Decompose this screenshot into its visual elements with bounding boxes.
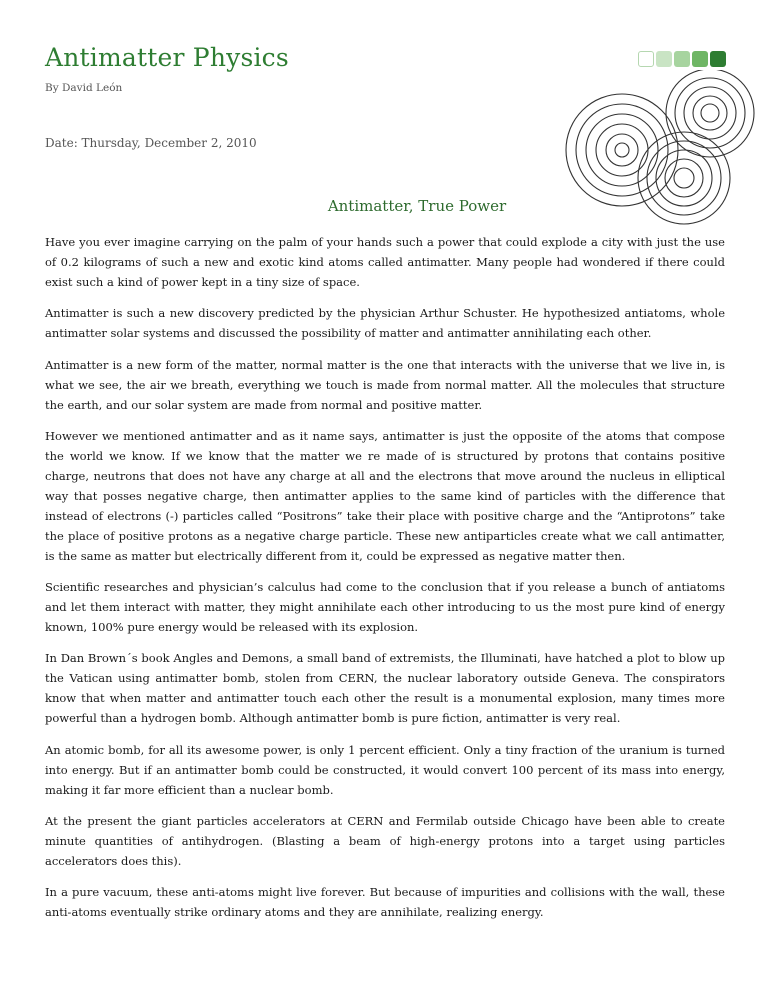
paragraph: An atomic bomb, for all its awesome power, is only 1 percent efficient. Only a tiny fraction of the uranium is turned into energy. But if an antimatter bomb could be constructed, it would convert 100 percent of its mass into energy, making it far more efficient than a nuclear bomb. bbox=[45, 742, 725, 797]
color-square bbox=[638, 51, 654, 67]
paragraph: Have you ever imagine carrying on the palm of your hands such a power that could explode a city with just the use of 0.2 kilograms of such a new and exotic kind atoms called antimatter. Many people had wondered if there could exist such a kind of power kept in a tiny size of space. bbox=[45, 235, 725, 289]
color-square bbox=[692, 51, 708, 67]
page-title: Antimatter Physics bbox=[45, 43, 289, 72]
circle-group-top-right bbox=[666, 70, 754, 157]
color-square bbox=[674, 51, 690, 67]
color-square bbox=[710, 51, 726, 67]
date-line: Date: Thursday, December 2, 2010 bbox=[45, 136, 257, 150]
paragraph: In Dan Brown´s book Angles and Demons, a small band of extremists, the Illuminati, have hatched a plot to blow up the Vatican using antimatter bomb, stolen from CERN, the nuclear laboratory outside Geneva. The conspirators know that when matter and antimatter touch each other the result is a monumental explosion, many times more powerful than a hydrogen bomb. Although antimatter bomb is pure fiction, antimatter is very real. bbox=[45, 651, 725, 726]
paragraph: Antimatter is a new form of the matter, normal matter is the one that interacts with the universe that we live in, is what we see, the air we breath, everything we touch is made from normal matter. All the molecules that structure the earth, and our solar system are made from normal and positive matter. bbox=[45, 357, 725, 412]
color-square bbox=[656, 51, 672, 67]
paragraph: However we mentioned antimatter and as it name says, antimatter is just the opposite of the atoms that compose the world we know. If we know that the matter we re made of is structured by protons that contains positive charge, neutrons that does not have any charge at all and the electrons that move around the nucleus in elliptical way that posses negative charge, then antimatter applies to the same kind of particles with the difference that instead of electrons (-) particles called “Positrons” take their place with positive charge and the “Antiprotons” take the place of positive protons as a negative charge particle. These new antiparticles create what we call antimatter, is the same as matter but electrically different from it, could be expressed as negative matter then. bbox=[45, 428, 725, 563]
article-body bbox=[45, 232, 725, 934]
paragraph: Antimatter is such a new discovery predicted by the physician Arthur Schuster. He hypothesized antiatoms, whole antimatter solar systems and discussed the possibility of matter and antimatter annihilating each other. bbox=[45, 306, 725, 341]
paragraph: Scientific researches and physician’s calculus had come to the conclusion that if you release a bunch of antiatoms and let them interact with matter, they might annihilate each other introducing to us the most pure kind of energy known, 100% pure energy would be released with its explosion. bbox=[45, 580, 725, 635]
circle-group-left bbox=[566, 94, 678, 206]
article-heading: Antimatter, True Power bbox=[327, 197, 507, 215]
author-line: By David León bbox=[45, 82, 123, 94]
concentric-circles-icon bbox=[560, 70, 760, 250]
paragraph: At the present the giant particles accelerators at CERN and Fermilab outside Chicago have been able to create minute quantities of antihydrogen. (Blasting a beam of high-energy protons into a target using particles accelerators does this). bbox=[45, 814, 725, 869]
color-squares-decoration bbox=[638, 51, 726, 67]
paragraph: In a pure vacuum, these anti-atoms might live forever. But because of impurities and collisions with the wall, these anti-atoms eventually strike ordinary atoms and they are annihilate, realizing energy. bbox=[45, 885, 725, 920]
